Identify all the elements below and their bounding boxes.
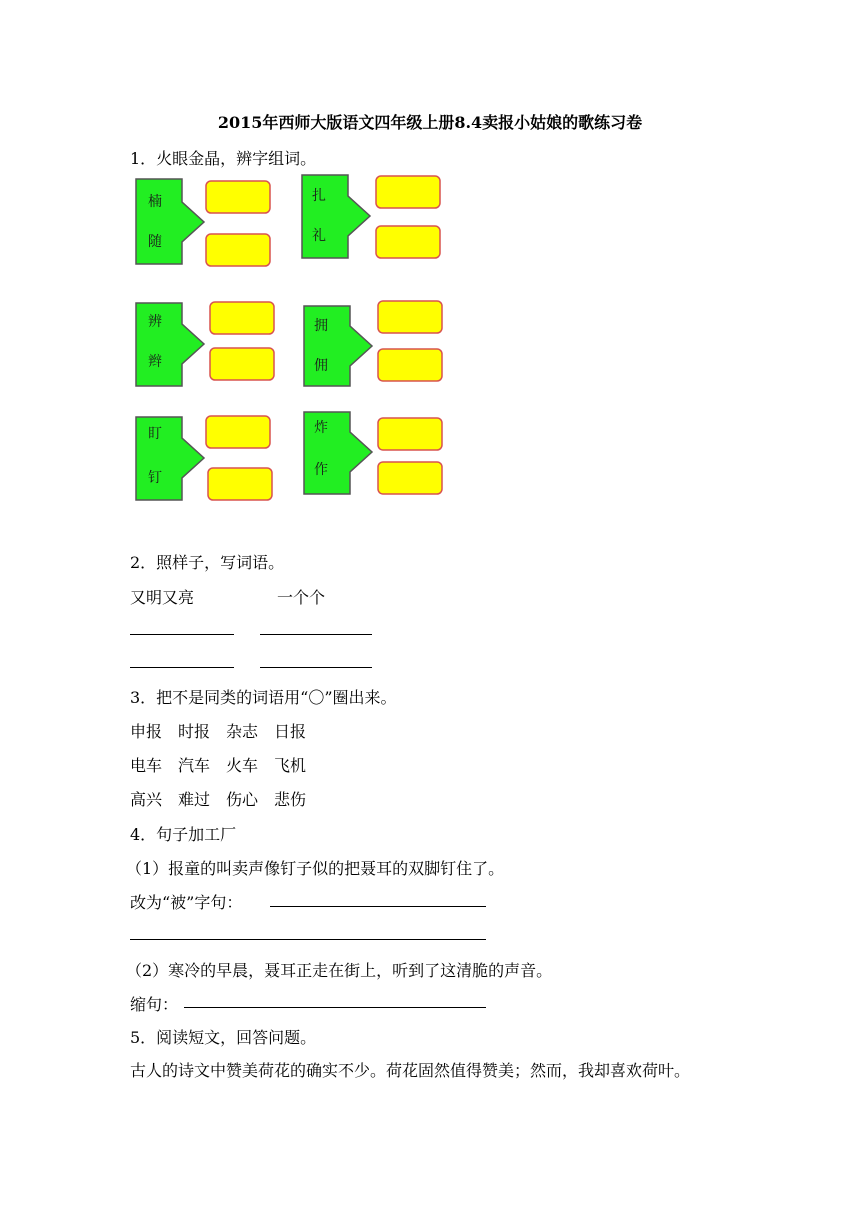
- q3-word-row: [130, 753, 322, 776]
- q3-word[interactable]: 时报: [178, 722, 211, 741]
- q3-word[interactable]: 汽车: [178, 756, 211, 775]
- group-char-bottom: 佣: [314, 358, 328, 374]
- group-char-top: 楠: [148, 194, 162, 210]
- q4-task-2: [130, 992, 178, 1015]
- q3-word[interactable]: 电车: [130, 756, 163, 775]
- q3-word[interactable]: 伤心: [226, 790, 259, 809]
- answer-box[interactable]: [210, 302, 274, 334]
- group-char-top: 拥: [314, 318, 328, 334]
- answer-line[interactable]: [260, 634, 372, 635]
- q4-task-1-label: 改为“被”字句：: [130, 893, 243, 912]
- q3-word[interactable]: 火车: [226, 756, 259, 775]
- answer-line[interactable]: [130, 939, 486, 940]
- q3-heading: 3．把不是同类的词语用“〇”圈出来。: [130, 688, 397, 707]
- q3-word[interactable]: 申报: [130, 722, 163, 741]
- q3-word[interactable]: 杂志: [226, 722, 259, 741]
- group-char-top: 扎: [312, 188, 326, 204]
- answer-box[interactable]: [376, 226, 440, 258]
- q4-task-1: [130, 890, 242, 913]
- q3-word[interactable]: 难过: [178, 790, 211, 809]
- answer-line[interactable]: [260, 667, 372, 668]
- char-group: [130, 412, 280, 512]
- group-char-bottom: 辫: [148, 354, 162, 370]
- answer-box[interactable]: [376, 176, 440, 208]
- answer-box[interactable]: [206, 416, 270, 448]
- q4-heading: 4．句子加工厂: [130, 825, 237, 844]
- answer-box[interactable]: [378, 301, 442, 333]
- q3-word-row: [130, 787, 322, 810]
- group-char-bottom: 钉: [148, 470, 162, 486]
- group-char-bottom: 作: [314, 462, 328, 478]
- answer-box[interactable]: [378, 349, 442, 381]
- q2-example-2: 一个个: [277, 588, 326, 607]
- q4-sentence-1: （1）报童的叫卖声像钉子似的把聂耳的双脚钉住了。: [126, 859, 505, 878]
- page-title: 2015年西师大版语文四年级上册8.4卖报小姑娘的歌练习卷: [217, 113, 643, 132]
- group-char-top: 盯: [148, 426, 162, 442]
- answer-line[interactable]: [130, 634, 234, 635]
- q5-paragraph: 古人的诗文中赞美荷花的确实不少。荷花固然值得赞美；然而，我却喜欢荷叶。: [130, 1061, 691, 1080]
- answer-line[interactable]: [184, 1007, 486, 1008]
- q3-word-row: [130, 719, 322, 742]
- q2-heading: 2．照样子，写词语。: [130, 553, 285, 572]
- answer-line[interactable]: [130, 667, 234, 668]
- answer-box[interactable]: [208, 468, 272, 500]
- group-char-bottom: 随: [148, 234, 162, 250]
- answer-line[interactable]: [270, 906, 486, 907]
- q4-task-2-label: 缩句：: [130, 995, 179, 1014]
- char-group: [296, 170, 446, 270]
- q2-example-1: 又明又亮: [130, 588, 195, 607]
- q4-sentence-2: （2）寒冷的早晨，聂耳正走在街上，听到了这清脆的声音。: [126, 961, 553, 980]
- q1-heading: 1．火眼金晶，辨字组词。: [130, 149, 317, 168]
- answer-box[interactable]: [206, 234, 270, 266]
- answer-box[interactable]: [378, 462, 442, 494]
- char-group: [298, 408, 448, 508]
- group-char-bottom: 礼: [312, 228, 326, 244]
- q3-word[interactable]: 高兴: [130, 790, 163, 809]
- group-char-top: 炸: [314, 420, 328, 436]
- answer-box[interactable]: [210, 348, 274, 380]
- q5-heading: 5．阅读短文，回答问题。: [130, 1028, 317, 1047]
- q3-word[interactable]: 日报: [274, 722, 307, 741]
- q3-word[interactable]: 悲伤: [274, 790, 307, 809]
- char-group: [298, 298, 448, 398]
- answer-box[interactable]: [378, 418, 442, 450]
- char-group: [130, 174, 280, 274]
- q3-word[interactable]: 飞机: [274, 756, 307, 775]
- answer-box[interactable]: [206, 181, 270, 213]
- group-char-top: 辨: [148, 314, 162, 330]
- char-group: [130, 298, 280, 398]
